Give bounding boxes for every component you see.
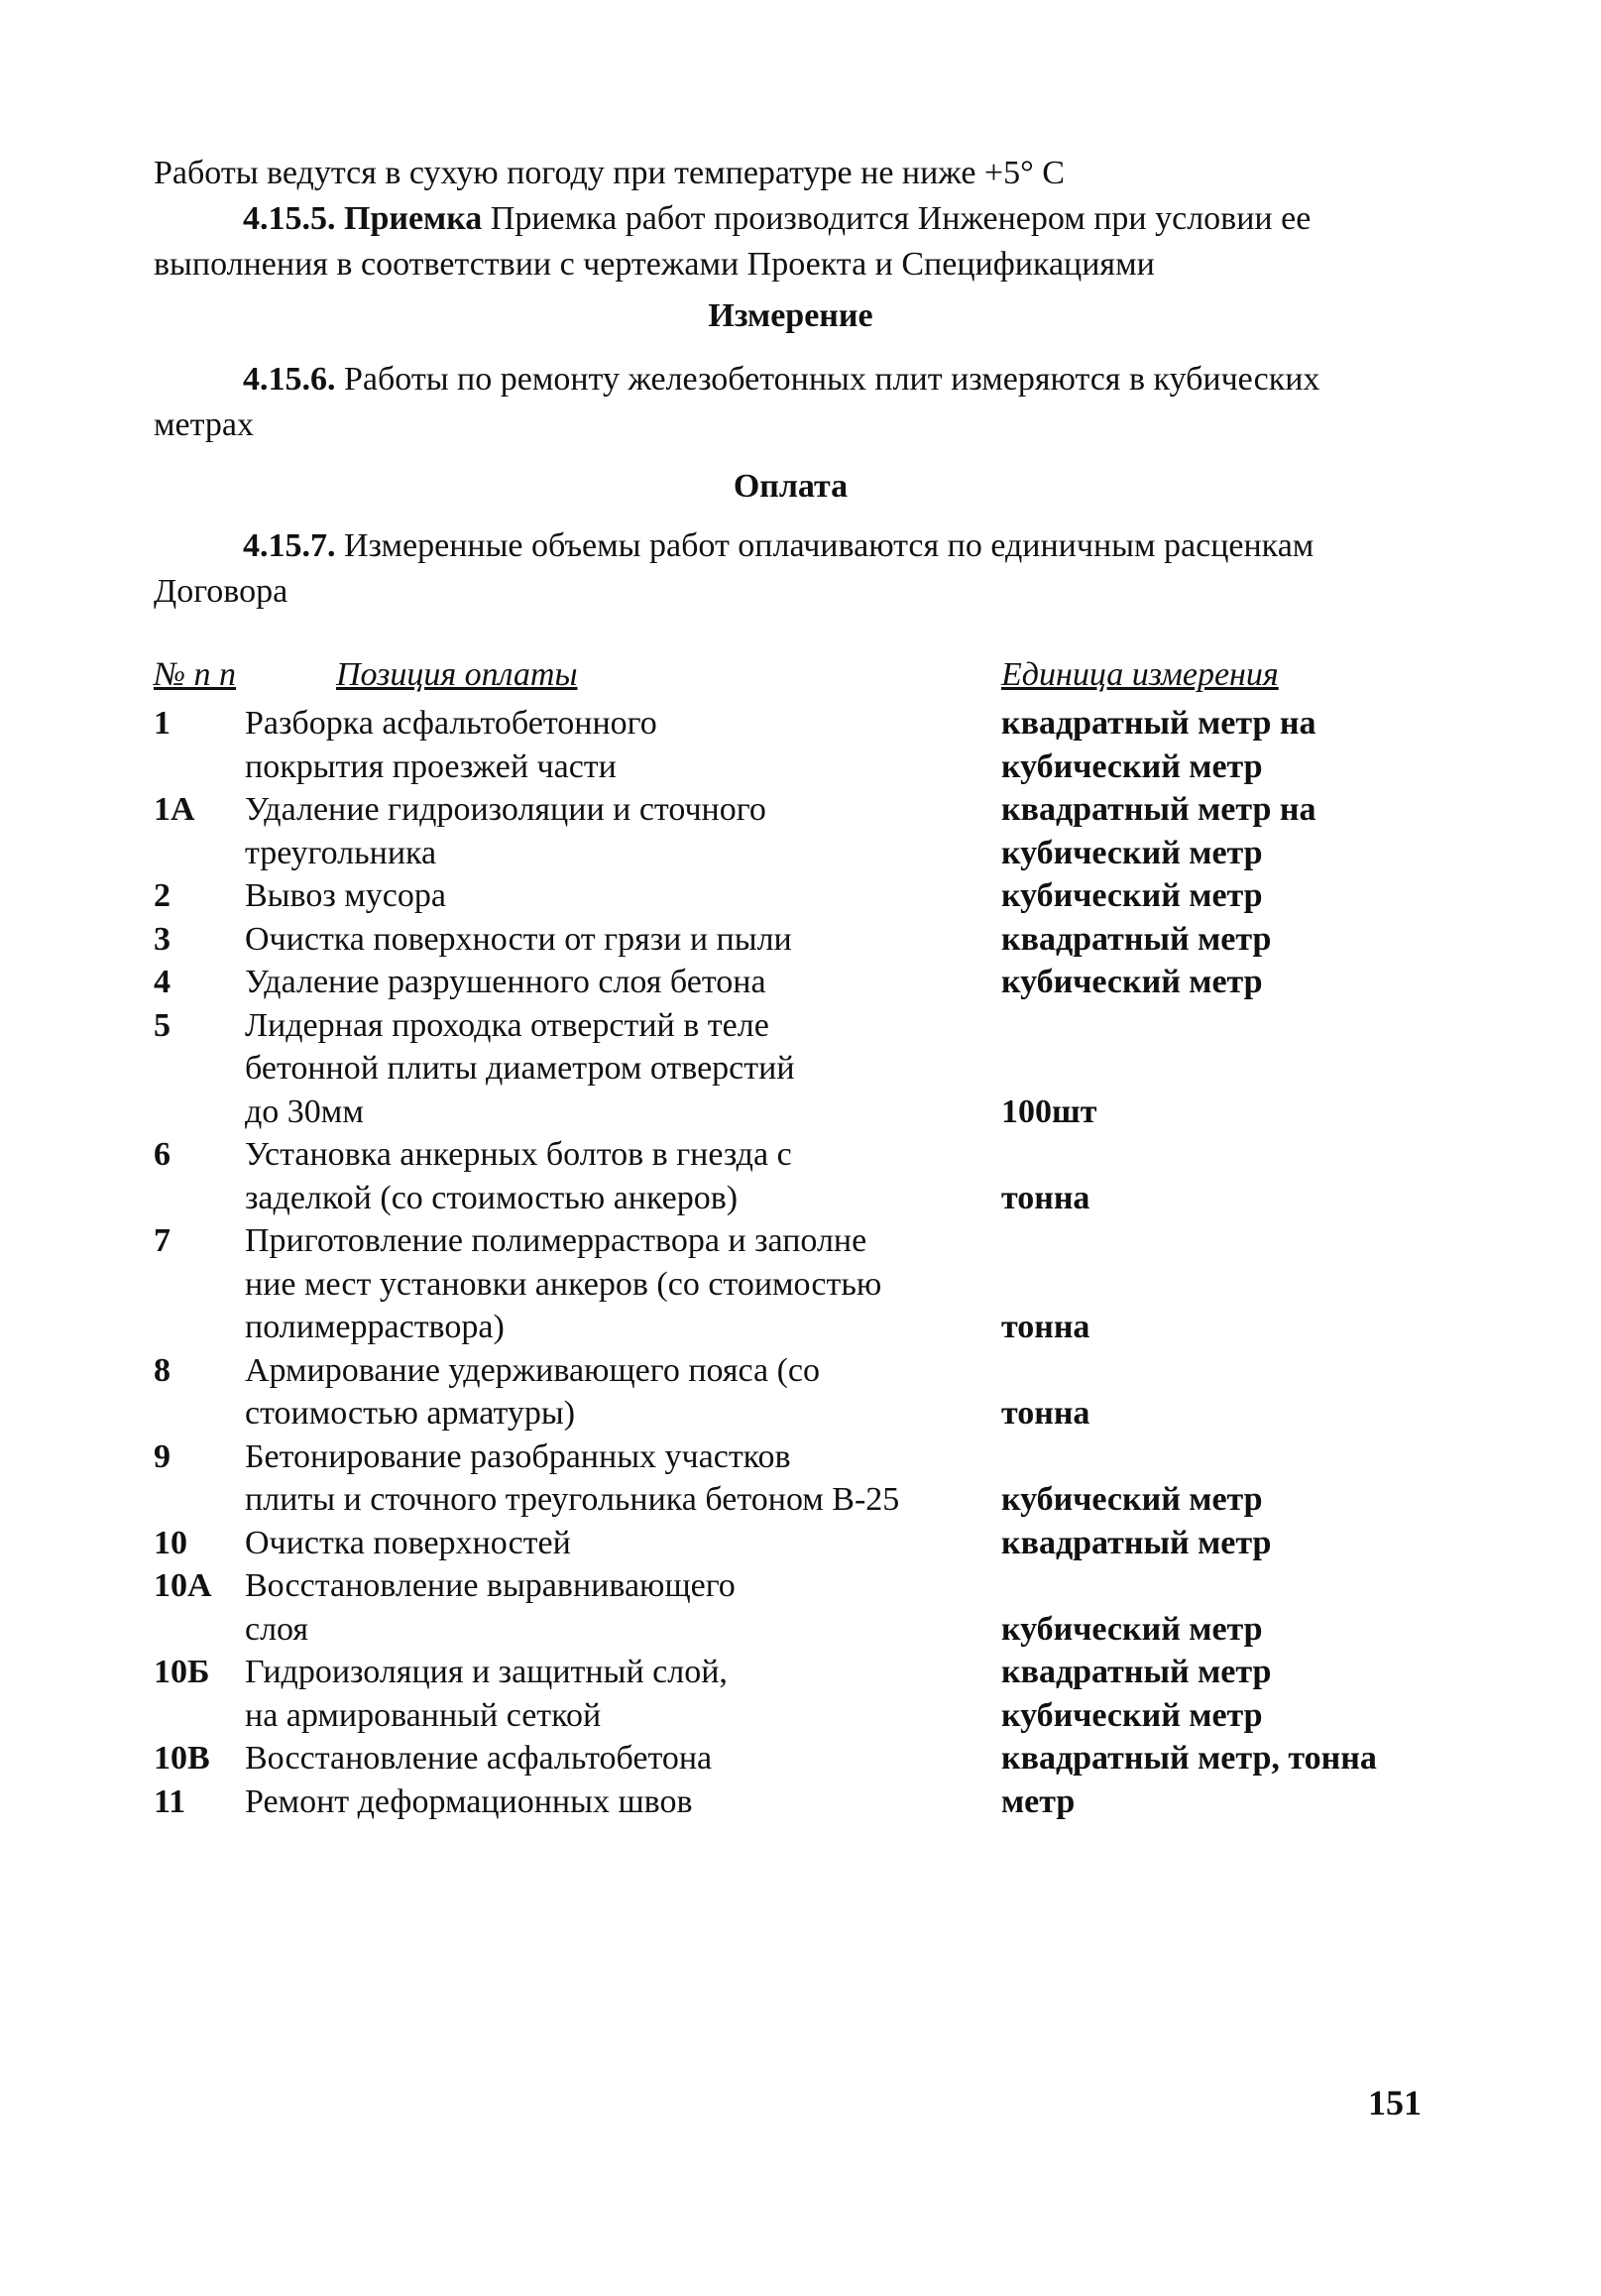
position-line: Очистка поверхностей (245, 1524, 571, 1561)
table-row (154, 1133, 1432, 1219)
table-body (154, 702, 1432, 1823)
header-position: Позиция оплаты (336, 656, 578, 693)
position-line: Гидроизоляция и защитный слой, (245, 1654, 728, 1690)
row-number: 1 (154, 705, 171, 742)
unit-line: квадратный метр, тонна (1001, 1740, 1377, 1777)
row-number: 10А (154, 1567, 212, 1604)
table-row (154, 1737, 1432, 1780)
unit-line: квадратный метр (1001, 920, 1272, 958)
table-row (154, 1651, 1432, 1737)
row-unit (1001, 1522, 1432, 1565)
clause-number: 4.15.5. Приемка (243, 200, 483, 237)
unit-line: кубический метр (1001, 877, 1263, 914)
position-line: Ремонт деформационных швов (245, 1782, 693, 1820)
unit-line (1001, 1263, 1432, 1307)
table-row (154, 702, 1432, 788)
row-unit (1001, 1133, 1432, 1219)
position-line: полимерраствора) (245, 1309, 505, 1345)
heading-measurement: Измерение (708, 297, 873, 334)
row-position (245, 1651, 1001, 1737)
row-number: 1А (154, 791, 195, 828)
row-number: 2 (154, 877, 171, 914)
row-position (245, 961, 1001, 1004)
unit-line (1001, 1047, 1432, 1091)
position-line: Лидерная проходка отверстий в теле (245, 1006, 769, 1044)
payment-table (154, 656, 1432, 1823)
position-line: треугольника (245, 834, 437, 871)
position-line: Бетонирование разобранных участков (245, 1437, 791, 1475)
table-row (154, 961, 1432, 1004)
row-unit (1001, 1737, 1432, 1780)
unit-line (1001, 1133, 1432, 1177)
row-unit (1001, 874, 1432, 918)
row-unit (1001, 918, 1432, 962)
table-row (154, 1522, 1432, 1565)
table-row (154, 788, 1432, 874)
clause-text: Приемка работ производится Инженером при условии ее выполнения в соответствии с чертежами Проекта и Спецификациями (154, 200, 1312, 283)
position-line: Восстановление асфальтобетона (245, 1740, 713, 1777)
row-position (245, 1737, 1001, 1780)
row-unit (1001, 1564, 1432, 1651)
position-line: стоимостью арматуры) (245, 1395, 576, 1432)
unit-line: квадратный метр на (1001, 791, 1316, 828)
row-position (245, 788, 1001, 874)
unit-line: кубический метр (1001, 1696, 1263, 1734)
unit-line: кубический метр (1001, 834, 1263, 871)
position-line: Восстановление выравнивающего (245, 1567, 736, 1604)
unit-line: тонна (1001, 1179, 1090, 1216)
position-line: слоя (245, 1610, 309, 1648)
table-row (154, 1219, 1432, 1349)
header-unit: Единица измерения (1001, 656, 1279, 693)
table-row (154, 1435, 1432, 1522)
row-position (245, 874, 1001, 918)
position-line: на армированный сеткой (245, 1696, 602, 1734)
table-row (154, 1780, 1432, 1824)
position-line: Вывоз мусора (245, 877, 446, 914)
unit-line: метр (1001, 1782, 1076, 1820)
row-unit (1001, 1780, 1432, 1824)
table-row (154, 1564, 1432, 1651)
header-num: № п п (154, 656, 237, 693)
row-number: 10 (154, 1524, 187, 1561)
row-number: 10Б (154, 1654, 210, 1690)
row-unit (1001, 702, 1432, 788)
row-number: 9 (154, 1437, 171, 1475)
table-row (154, 1004, 1432, 1134)
clause-number: 4.15.6. (243, 361, 336, 398)
row-position (245, 1435, 1001, 1522)
paragraph-weather (154, 151, 1428, 196)
unit-line: кубический метр (1001, 1610, 1263, 1648)
position-line: Очистка поверхности от грязи и пыли (245, 920, 792, 958)
row-position (245, 1349, 1001, 1435)
row-number: 8 (154, 1351, 171, 1389)
unit-line: квадратный метр (1001, 1654, 1272, 1690)
unit-line: 100шт (1001, 1092, 1097, 1130)
row-unit (1001, 1349, 1432, 1435)
row-position (245, 1004, 1001, 1134)
table-row (154, 1349, 1432, 1435)
position-line: Удаление гидроизоляции и сточного (245, 791, 766, 828)
paragraph-4-15-7 (154, 523, 1428, 615)
heading-payment: Оплата (733, 468, 849, 505)
position-line: заделкой (со стоимостью анкеров) (245, 1179, 739, 1216)
row-number: 5 (154, 1006, 171, 1044)
unit-line (1001, 1004, 1432, 1048)
row-position (245, 1133, 1001, 1219)
paragraph-4-15-5 (154, 196, 1428, 287)
unit-line (1001, 1349, 1432, 1393)
row-unit (1001, 1219, 1432, 1349)
position-line: плиты и сточного треугольника бетоном В-25 (245, 1481, 900, 1518)
clause-number: 4.15.7. (243, 527, 336, 564)
row-unit (1001, 1651, 1432, 1737)
position-line: Разборка асфальтобетонного (245, 705, 657, 742)
row-position (245, 1780, 1001, 1824)
row-position (245, 1219, 1001, 1349)
table-row (154, 874, 1432, 918)
row-unit (1001, 961, 1432, 1004)
row-number: 4 (154, 964, 171, 1000)
paragraph-4-15-6 (154, 357, 1428, 448)
row-position (245, 702, 1001, 788)
unit-line: кубический метр (1001, 747, 1263, 785)
position-line: Удаление разрушенного слоя бетона (245, 964, 766, 1000)
unit-line: квадратный метр (1001, 1524, 1272, 1561)
position-line: ние мест установки анкеров (со стоимостью (245, 1265, 882, 1303)
unit-line: кубический метр (1001, 964, 1263, 1000)
position-line: Приготовление полимерраствора и заполне (245, 1222, 867, 1259)
row-position (245, 918, 1001, 962)
unit-line: тонна (1001, 1309, 1090, 1345)
unit-line: квадратный метр на (1001, 705, 1316, 742)
position-line: до 30мм (245, 1092, 364, 1130)
row-number: 11 (154, 1782, 186, 1820)
row-number: 6 (154, 1136, 171, 1173)
row-unit (1001, 1435, 1432, 1522)
row-position (245, 1564, 1001, 1651)
position-line: бетонной плиты диаметром отверстий (245, 1050, 795, 1087)
position-line: Установка анкерных болтов в гнезда с (245, 1136, 792, 1173)
page-number: 151 (1368, 2083, 1422, 2123)
unit-line: тонна (1001, 1395, 1090, 1432)
unit-line (1001, 1219, 1432, 1263)
row-number: 10В (154, 1740, 210, 1777)
unit-line: кубический метр (1001, 1481, 1263, 1518)
table-row (154, 918, 1432, 962)
row-unit (1001, 1004, 1432, 1134)
clause-text: Измеренные объемы работ оплачиваются по единичным расценкам Договора (154, 527, 1315, 610)
row-unit (1001, 788, 1432, 874)
unit-line (1001, 1435, 1432, 1479)
unit-line (1001, 1564, 1432, 1608)
paragraph-weather-text: Работы ведутся в сухую погоду при температуре не ниже +5° С (154, 155, 1065, 191)
table-header (154, 656, 1432, 702)
row-number: 3 (154, 920, 171, 958)
row-number: 7 (154, 1222, 171, 1259)
position-line: Армирование удерживающего пояса (со (245, 1351, 821, 1389)
row-position (245, 1522, 1001, 1565)
position-line: покрытия проезжей части (245, 747, 617, 785)
clause-text: Работы по ремонту железобетонных плит измеряются в кубических метрах (154, 361, 1320, 443)
